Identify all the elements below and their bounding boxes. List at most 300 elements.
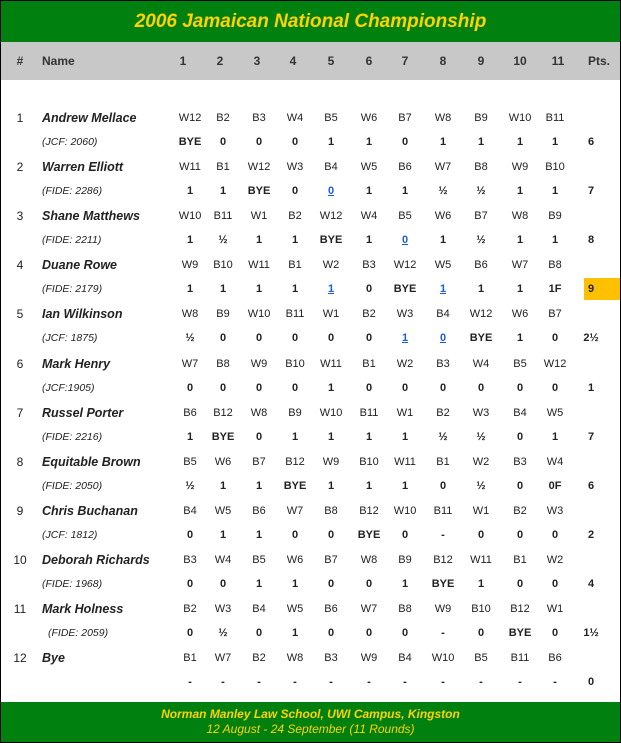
opponent-cell: B6 — [324, 603, 338, 615]
game-result: 1 — [186, 431, 194, 443]
game-result-link[interactable]: 1 — [401, 332, 409, 344]
opponent-cell: W11 — [470, 554, 492, 566]
opponent-cell: B12 — [359, 505, 379, 517]
game-result: - — [329, 676, 333, 688]
opponent-cell: W9 — [434, 603, 452, 615]
game-result: 1 — [516, 283, 524, 295]
opponent-cell: W12 — [247, 161, 271, 173]
game-result: 1 — [327, 382, 335, 394]
game-result: ½ — [476, 431, 486, 443]
player-rating: (FIDE: 2216) — [42, 431, 103, 443]
game-result-link[interactable]: 0 — [327, 185, 335, 197]
game-result-link[interactable]: 0 — [439, 332, 447, 344]
game-result: - — [403, 676, 407, 688]
game-result: 1 — [255, 234, 263, 246]
opponent-cell: B9 — [398, 554, 412, 566]
opponent-cell: B4 — [513, 407, 527, 419]
opponent-cell: W2 — [546, 554, 564, 566]
player-name: Andrew Mellace — [42, 111, 137, 125]
opponent-cell: W8 — [181, 308, 199, 320]
player-number: 6 — [16, 357, 24, 371]
player-points: 2 — [587, 529, 595, 541]
game-result: ½ — [438, 185, 448, 197]
opponent-cell: B8 — [548, 259, 562, 271]
player-points: 9 — [587, 283, 595, 295]
opponent-cell: W3 — [546, 505, 564, 517]
opponent-cell: W3 — [396, 308, 414, 320]
game-result: 0 — [219, 578, 227, 590]
opponent-cell: B5 — [183, 456, 197, 468]
opponent-cell: W8 — [511, 210, 529, 222]
player-name: Chris Buchanan — [42, 504, 138, 518]
opponent-cell: B6 — [252, 505, 266, 517]
game-result: 1 — [401, 431, 409, 443]
opponent-cell: W6 — [286, 554, 304, 566]
opponent-cell: W5 — [286, 603, 304, 615]
game-result: 1 — [477, 136, 485, 148]
game-result: BYE — [393, 283, 417, 295]
game-result: ½ — [185, 480, 195, 492]
header-round-2: 2 — [216, 54, 224, 68]
game-result: 1 — [365, 234, 373, 246]
opponent-cell: W1 — [546, 603, 564, 615]
header-round-3: 3 — [253, 54, 261, 68]
game-result: 0 — [439, 480, 447, 492]
opponent-cell: B7 — [252, 456, 266, 468]
game-result: 1 — [365, 480, 373, 492]
player-number: 5 — [16, 307, 24, 321]
opponent-cell: W3 — [472, 407, 490, 419]
game-result: - — [221, 676, 225, 688]
player-name: Mark Holness — [42, 602, 124, 616]
opponent-cell: B5 — [252, 554, 266, 566]
game-result: BYE — [469, 332, 493, 344]
game-result: 0 — [477, 382, 485, 394]
game-result: 0 — [255, 627, 263, 639]
opponent-cell: W4 — [472, 358, 490, 370]
opponent-cell: B10 — [359, 456, 379, 468]
game-result: 0 — [551, 578, 559, 590]
player-number: 7 — [16, 406, 24, 420]
opponent-cell: B6 — [183, 407, 197, 419]
opponent-cell: W2 — [396, 358, 414, 370]
game-result: 1 — [365, 431, 373, 443]
opponent-cell: W6 — [511, 308, 529, 320]
opponent-cell: B11 — [433, 505, 453, 517]
game-result: BYE — [508, 627, 532, 639]
opponent-cell: B10 — [471, 603, 491, 615]
game-result: BYE — [247, 185, 271, 197]
opponent-cell: B8 — [216, 358, 230, 370]
player-rating: (FIDE: 2059) — [48, 627, 109, 639]
game-result: 1 — [551, 185, 559, 197]
opponent-cell: W2 — [322, 259, 340, 271]
opponent-cell: B2 — [216, 112, 230, 124]
opponent-cell: W4 — [360, 210, 378, 222]
game-result: 0 — [516, 578, 524, 590]
opponent-cell: B4 — [324, 161, 338, 173]
opponent-cell: W1 — [322, 308, 340, 320]
opponent-cell: W9 — [181, 259, 199, 271]
game-result: 0 — [401, 529, 409, 541]
game-result: BYE — [431, 578, 455, 590]
game-result: 1 — [219, 529, 227, 541]
opponent-cell: B9 — [216, 308, 230, 320]
opponent-cell: B11 — [545, 112, 565, 124]
game-result: 0 — [439, 382, 447, 394]
opponent-cell: B4 — [436, 308, 450, 320]
game-result: BYE — [211, 431, 235, 443]
game-result: 0 — [401, 382, 409, 394]
game-result: 1 — [291, 627, 299, 639]
opponent-cell: B6 — [398, 161, 412, 173]
opponent-cell: W12 — [319, 210, 343, 222]
game-result: 1 — [327, 431, 335, 443]
opponent-cell: B7 — [398, 112, 412, 124]
header-round-1: 1 — [179, 54, 187, 68]
opponent-cell: B3 — [324, 652, 338, 664]
opponent-cell: W10 — [178, 210, 202, 222]
game-result: 1 — [291, 578, 299, 590]
opponent-cell: B12 — [510, 603, 530, 615]
opponent-cell: W1 — [250, 210, 268, 222]
game-result: 0 — [516, 431, 524, 443]
game-result: 1 — [439, 136, 447, 148]
game-result: 1 — [551, 234, 559, 246]
game-result: 0 — [365, 578, 373, 590]
opponent-cell: B1 — [216, 161, 230, 173]
player-number: 2 — [16, 160, 24, 174]
game-result: 0 — [551, 529, 559, 541]
player-name: Warren Elliott — [42, 160, 124, 174]
game-result: 0 — [291, 185, 299, 197]
opponent-cell: W9 — [360, 652, 378, 664]
opponent-cell: W9 — [322, 456, 340, 468]
game-result: 1 — [219, 283, 227, 295]
game-result: 0 — [186, 529, 194, 541]
game-result: 0 — [255, 136, 263, 148]
opponent-cell: B3 — [362, 259, 376, 271]
game-result-link[interactable]: 1 — [327, 283, 335, 295]
game-result-link[interactable]: 0 — [401, 234, 409, 246]
opponent-cell: B5 — [398, 210, 412, 222]
header-round-4: 4 — [289, 54, 297, 68]
game-result: BYE — [283, 480, 307, 492]
header-name: Name — [42, 54, 75, 68]
opponent-cell: W7 — [181, 358, 199, 370]
opponent-cell: B12 — [285, 456, 305, 468]
opponent-cell: W10 — [393, 505, 417, 517]
opponent-cell: B3 — [436, 358, 450, 370]
opponent-cell: B7 — [324, 554, 338, 566]
player-number: 1 — [16, 111, 24, 125]
player-name: Ian Wilkinson — [42, 307, 123, 321]
game-result: 0 — [291, 529, 299, 541]
game-result: 1 — [291, 283, 299, 295]
opponent-cell: W1 — [396, 407, 414, 419]
opponent-cell: B9 — [548, 210, 562, 222]
player-number: 3 — [16, 209, 24, 223]
opponent-cell: W3 — [286, 161, 304, 173]
game-result: 0 — [327, 332, 335, 344]
header-round-10: 10 — [513, 54, 527, 68]
game-result: - — [441, 627, 445, 639]
player-rating: (FIDE: 2179) — [42, 283, 103, 295]
game-result: 1 — [219, 185, 227, 197]
header-round-11: 11 — [551, 54, 565, 68]
header-round-9: 9 — [477, 54, 485, 68]
opponent-cell: B8 — [324, 505, 338, 517]
game-result: 1F — [548, 283, 562, 295]
game-result: 0 — [401, 627, 409, 639]
footer-venue: Norman Manley Law School, UWI Campus, Kingston — [161, 707, 460, 721]
player-number: 10 — [13, 553, 27, 567]
opponent-cell: W5 — [546, 407, 564, 419]
opponent-cell: B4 — [183, 505, 197, 517]
game-result: BYE — [319, 234, 343, 246]
player-number: 4 — [16, 258, 24, 272]
opponent-cell: B5 — [513, 358, 527, 370]
opponent-cell: W8 — [360, 554, 378, 566]
game-result: 0 — [516, 480, 524, 492]
opponent-cell: B3 — [513, 456, 527, 468]
game-result: 0 — [291, 382, 299, 394]
player-points: 8 — [587, 234, 595, 246]
player-name: Bye — [42, 651, 65, 665]
game-result: 0 — [365, 332, 373, 344]
game-result: 1 — [516, 234, 524, 246]
opponent-cell: W6 — [360, 112, 378, 124]
game-result: 0 — [516, 382, 524, 394]
header-points: Pts. — [587, 54, 611, 68]
game-result: 0 — [551, 332, 559, 344]
opponent-cell: B5 — [474, 652, 488, 664]
game-result: 0 — [401, 136, 409, 148]
player-rating: (FIDE: 2286) — [42, 185, 103, 197]
opponent-cell: W4 — [214, 554, 232, 566]
game-result: 0 — [327, 627, 335, 639]
opponent-cell: B11 — [285, 308, 305, 320]
opponent-cell: B12 — [213, 407, 233, 419]
game-result: 0 — [477, 529, 485, 541]
opponent-cell: W10 — [319, 407, 343, 419]
player-rating: (JCF: 1812) — [42, 529, 98, 541]
opponent-cell: W8 — [286, 652, 304, 664]
opponent-cell: B11 — [510, 652, 530, 664]
page-title: 2006 Jamaican National Championship — [134, 10, 487, 32]
player-name: Deborah Richards — [42, 553, 150, 567]
player-number: 8 — [16, 455, 24, 469]
opponent-cell: W1 — [472, 505, 490, 517]
opponent-cell: B6 — [474, 259, 488, 271]
game-result: ½ — [438, 431, 448, 443]
game-result: 1 — [255, 578, 263, 590]
game-result: 0 — [219, 332, 227, 344]
game-result: 1 — [401, 480, 409, 492]
game-result: 0 — [255, 332, 263, 344]
opponent-cell: B8 — [474, 161, 488, 173]
game-result: 1 — [186, 283, 194, 295]
game-result: 1 — [291, 431, 299, 443]
opponent-cell: W5 — [214, 505, 232, 517]
game-result: 0 — [186, 382, 194, 394]
game-result: 1 — [516, 332, 524, 344]
player-points: 4 — [587, 578, 595, 590]
game-result: 1 — [255, 283, 263, 295]
opponent-cell: B9 — [288, 407, 302, 419]
opponent-cell: W6 — [434, 210, 452, 222]
opponent-cell: W10 — [247, 308, 271, 320]
player-number: 9 — [16, 504, 24, 518]
player-rating: (FIDE: 2050) — [42, 480, 103, 492]
game-result: 0 — [291, 136, 299, 148]
opponent-cell: W10 — [508, 112, 532, 124]
game-result: ½ — [476, 234, 486, 246]
opponent-cell: W11 — [320, 358, 342, 370]
player-name: Mark Henry — [42, 357, 111, 371]
opponent-cell: W11 — [394, 456, 416, 468]
game-result: 0 — [219, 382, 227, 394]
opponent-cell: B1 — [436, 456, 450, 468]
crosstable-body — [1, 1, 620, 701]
opponent-cell: W9 — [511, 161, 529, 173]
opponent-cell: W4 — [286, 112, 304, 124]
game-result: 1 — [365, 136, 373, 148]
player-rating: (FIDE: 1968) — [42, 578, 103, 590]
player-points: 7 — [587, 185, 595, 197]
game-result: 1 — [327, 136, 335, 148]
game-result: 0F — [548, 480, 562, 492]
player-points: 1 — [587, 382, 595, 394]
opponent-cell: W7 — [214, 652, 232, 664]
game-result-link[interactable]: 1 — [439, 283, 447, 295]
opponent-cell: B10 — [545, 161, 565, 173]
opponent-cell: B11 — [359, 407, 379, 419]
player-name: Equitable Brown — [42, 455, 141, 469]
opponent-cell: W5 — [360, 161, 378, 173]
game-result: ½ — [218, 234, 228, 246]
game-result: - — [441, 676, 445, 688]
opponent-cell: W4 — [546, 456, 564, 468]
player-number: 12 — [13, 651, 27, 665]
opponent-cell: B9 — [474, 112, 488, 124]
player-points: 6 — [587, 480, 595, 492]
opponent-cell: W12 — [393, 259, 417, 271]
game-result: 1 — [365, 185, 373, 197]
game-result: 0 — [327, 578, 335, 590]
game-result: - — [518, 676, 522, 688]
opponent-cell: B2 — [183, 603, 197, 615]
opponent-cell: B2 — [436, 407, 450, 419]
opponent-cell: W8 — [434, 112, 452, 124]
game-result: 0 — [255, 431, 263, 443]
game-result: 1 — [219, 480, 227, 492]
opponent-cell: W12 — [178, 112, 202, 124]
game-result: - — [367, 676, 371, 688]
opponent-cell: W7 — [434, 161, 452, 173]
game-result: BYE — [357, 529, 381, 541]
opponent-cell: B1 — [362, 358, 376, 370]
game-result: 0 — [291, 332, 299, 344]
footer-dates: 12 August - 24 September (11 Rounds) — [206, 722, 415, 736]
game-result: - — [293, 676, 297, 688]
game-result: 0 — [365, 627, 373, 639]
game-result: 1 — [516, 136, 524, 148]
opponent-cell: B7 — [548, 308, 562, 320]
player-points: 6 — [587, 136, 595, 148]
opponent-cell: B4 — [398, 652, 412, 664]
game-result: - — [188, 676, 192, 688]
opponent-cell: B2 — [252, 652, 266, 664]
game-result: - — [441, 529, 445, 541]
opponent-cell: B11 — [213, 210, 233, 222]
opponent-cell: W12 — [543, 358, 567, 370]
opponent-cell: B2 — [513, 505, 527, 517]
game-result: 1 — [551, 136, 559, 148]
header-round-5: 5 — [327, 54, 335, 68]
opponent-cell: B2 — [288, 210, 302, 222]
opponent-cell: W11 — [179, 161, 201, 173]
opponent-cell: B4 — [252, 603, 266, 615]
game-result: 0 — [327, 529, 335, 541]
game-result: 0 — [551, 382, 559, 394]
header-round-8: 8 — [439, 54, 447, 68]
game-result: 1 — [186, 185, 194, 197]
game-result: 1 — [551, 431, 559, 443]
game-result: 1 — [255, 480, 263, 492]
game-result: 0 — [516, 529, 524, 541]
player-points: 7 — [587, 431, 595, 443]
opponent-cell: W7 — [286, 505, 304, 517]
game-result: BYE — [178, 136, 202, 148]
opponent-cell: B1 — [183, 652, 197, 664]
game-result: 1 — [401, 578, 409, 590]
header-round-7: 7 — [401, 54, 409, 68]
opponent-cell: B7 — [474, 210, 488, 222]
game-result: 0 — [186, 578, 194, 590]
player-points: 0 — [587, 676, 595, 688]
game-result: 0 — [477, 627, 485, 639]
opponent-cell: B12 — [433, 554, 453, 566]
player-points: 1½ — [583, 627, 599, 639]
opponent-cell: B3 — [183, 554, 197, 566]
player-number: 11 — [13, 602, 27, 616]
game-result: 1 — [477, 578, 485, 590]
opponent-cell: W7 — [511, 259, 529, 271]
player-rating: (JCF:1905) — [42, 382, 95, 394]
game-result: 0 — [365, 382, 373, 394]
opponent-cell: B10 — [285, 358, 305, 370]
opponent-cell: B1 — [288, 259, 302, 271]
footer-banner — [1, 702, 620, 742]
game-result: ½ — [218, 627, 228, 639]
game-result: - — [479, 676, 483, 688]
game-result: 1 — [327, 480, 335, 492]
opponent-cell: B8 — [398, 603, 412, 615]
game-result: - — [257, 676, 261, 688]
game-result: 0 — [551, 627, 559, 639]
header-round-6: 6 — [365, 54, 373, 68]
player-rating: (FIDE: 2211) — [42, 234, 102, 246]
game-result: 1 — [477, 283, 485, 295]
player-name: Shane Matthews — [42, 209, 140, 223]
game-result: 0 — [365, 283, 373, 295]
opponent-cell: W12 — [469, 308, 493, 320]
opponent-cell: W8 — [250, 407, 268, 419]
game-result: 1 — [516, 185, 524, 197]
player-name: Russel Porter — [42, 406, 124, 420]
opponent-cell: B5 — [324, 112, 338, 124]
